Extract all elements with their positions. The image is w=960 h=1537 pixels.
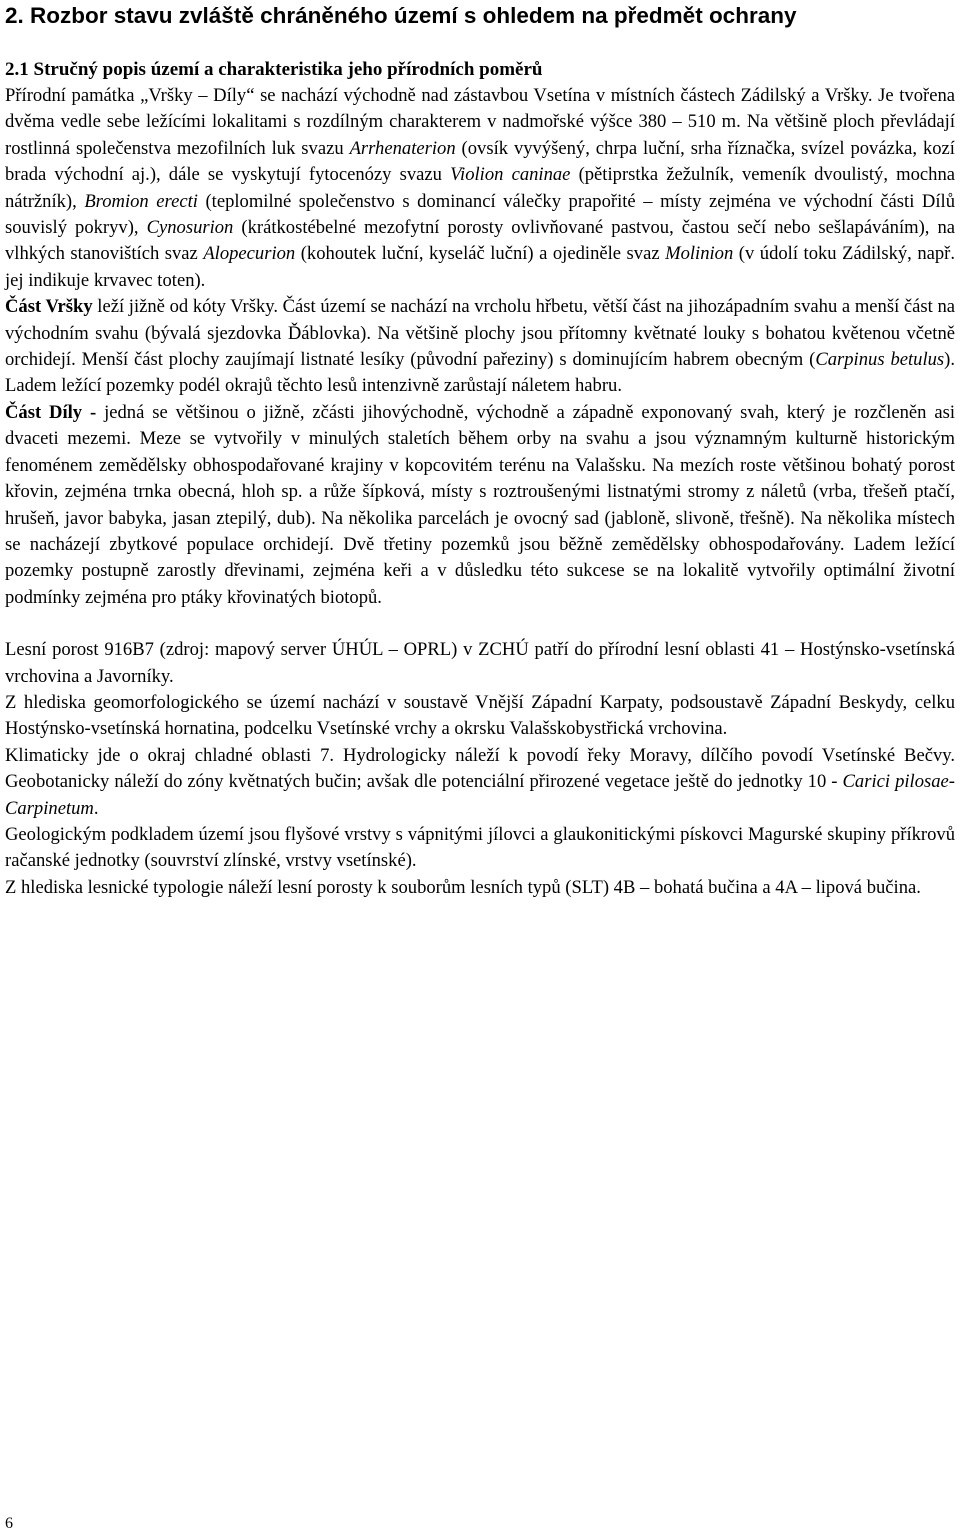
taxon-name: Carpinus betulus (815, 349, 945, 371)
bold-lead: Část Vršky (5, 296, 93, 318)
paragraph-forest-stand: Lesní porost 916B7 (zdroj: mapový server ÚHÚL – OPRL) v ZCHÚ patří do přírodní lesní oblasti 41 – Hostýnsko-vsetínská vrchovina a Javorníky. (5, 639, 955, 687)
text-run: (kohoutek luční, kyseláč luční) a ojediněle svaz (295, 243, 666, 265)
text-run: (v údolí toku Zádilský, např. jej indikuje krvavec toten). (5, 243, 956, 291)
text-run: (pětiprstka žežulník, vemeník dvoulistý, mochna nátržník), (5, 164, 955, 212)
taxon-name: Alopecurion (203, 243, 296, 265)
paragraph-forest-typology: Z hlediska lesnické typologie náleží lesní porosty k souborům lesních typů (SLT) 4B – bohatá bučina a 4A – lipová bučina. (5, 876, 921, 898)
paragraph-overview (5, 83, 955, 294)
subsection-heading: 2.1 Stručný popis území a charakteristika jeho přírodních poměrů (5, 59, 543, 80)
paragraph-geology: Geologickým podkladem území jsou flyšové vrstvy s vápnitými jílovci a glaukonitickými pískovci Magurské skupiny příkrovů račanské jednotky (souvrství zlínské, vrstvy vsetínské). (5, 823, 955, 872)
taxon-name: Carici pilosae-Carpinetum (5, 771, 955, 819)
text-run: Klimaticky jde o okraj chladné oblasti 7. Hydrologicky náleží k povodí řeky Moravy, dílčího povodí Vsetínské Bečvy. Geobotanicky náleží do zóny květnatých bučin; avšak dle potenciální přirozené vegetace ještě do jednotky 10 - (5, 744, 955, 793)
paragraph-dily (5, 400, 955, 611)
text-run: (krátkostébelné mezofytní porosty ovlivňované pastvou, častou sečí nebo sešlapáváním), na vlhkých stanovištích svaz (5, 217, 955, 265)
text-run: Přírodní památka „Vršky – Díly“ se nachází východně nad zástavbou Vsetína v místních částech Zádilský a Vršky. Je tvořena dvěma vedle sebe ležícími lokalitami s rozdílným charakterem v nadmořské výšce 380 – 510 m. Na většině ploch převládají rostlinná společenstva mezofilních luk svazu (5, 85, 955, 159)
page-number: 6 (5, 1515, 13, 1532)
text-run: jedná se většinou o jižně, zčásti jihovýchodně, východně a západně exponovaný svah, který je rozčleněn asi dvaceti mezemi. Meze se vytvořily v minulých staletích během orby na svahu a jsou významným kulturně historickým fenoménem zemědělsky obhospodařované krajiny v kopcovitém terénu na Valašsku. Na mezích roste většinou bohatý porost křovin, zejména trnka obecná, hloh sp. a růže šípková, místy s roztroušenými listnatými stromy z náletů (vrba, třešeň ptačí, hrušeň, javor babyka, jasan ztepilý, dub). Na několika parcelách je ovocný sad (jabloně, slivoně, třešně). Na několika místech se nacházejí zbytkové populace orchidejí. Dvě třetiny pozemků jsou běžně zemědělsky obhospodařovány. Ladem ležící pozemky postupně zarostly dřevinami, zejména keři a v důsledku této sukcese se na lokalitě vytvořily optimální životní podmínky zejména pro ptáky křovinatých biotopů. (5, 401, 956, 608)
text-run: (teplomilné společenstvo s dominancí válečky prapořité – místy zejména ve východní části Dílů souvislý pokryv), (5, 190, 955, 239)
taxon-name: Bromion erecti (84, 190, 198, 212)
text-run: . (93, 797, 99, 819)
bold-lead: Část Díly - (5, 401, 97, 423)
taxon-name: Arrhenaterion (349, 137, 456, 159)
text-run: ). Ladem ležící pozemky podél okrajů těchto lesů intenzivně zarůstají náletem habru. (5, 349, 956, 397)
taxon-name: Violion caninae (450, 164, 571, 186)
paragraph-geomorphology: Z hlediska geomorfologického se území nachází v soustavě Vnější Západní Karpaty, podsoustavě Západní Beskydy, celku Hostýnsko-vsetínská hornatina, podcelku Vsetínské vrchy a okrsku Valašskobystřická vrchovina. (5, 691, 955, 740)
paragraph-climate (5, 743, 955, 822)
taxon-name: Molinion (665, 243, 734, 265)
text-run: leží jižně od kóty Vršky. Část území se nachází na vrcholu hřbetu, větší část na jihozápadním svahu a menší část na východním svahu (bývalá sjezdovka Ďáblovka). Na většině plochy jsou přítomny květnaté louky s bohatou květenou včetně orchidejí. Menší část plochy zaujímají listnaté lesíky (původní pařeziny) s dominujícím habrem obecným ( (5, 296, 956, 371)
text-run: (ovsík vyvýšený, chrpa luční, srha říznačka, svízel povázka, kozí brada východní aj.), dále se vyskytují fytocenózy svazu (5, 137, 955, 186)
paragraph-vrsky (5, 294, 955, 400)
taxon-name: Cynosurion (146, 217, 234, 239)
document-page (5, 0, 955, 901)
section-heading: 2. Rozbor stavu zvláště chráněného území s ohledem na předmět ochrany (5, 3, 797, 28)
